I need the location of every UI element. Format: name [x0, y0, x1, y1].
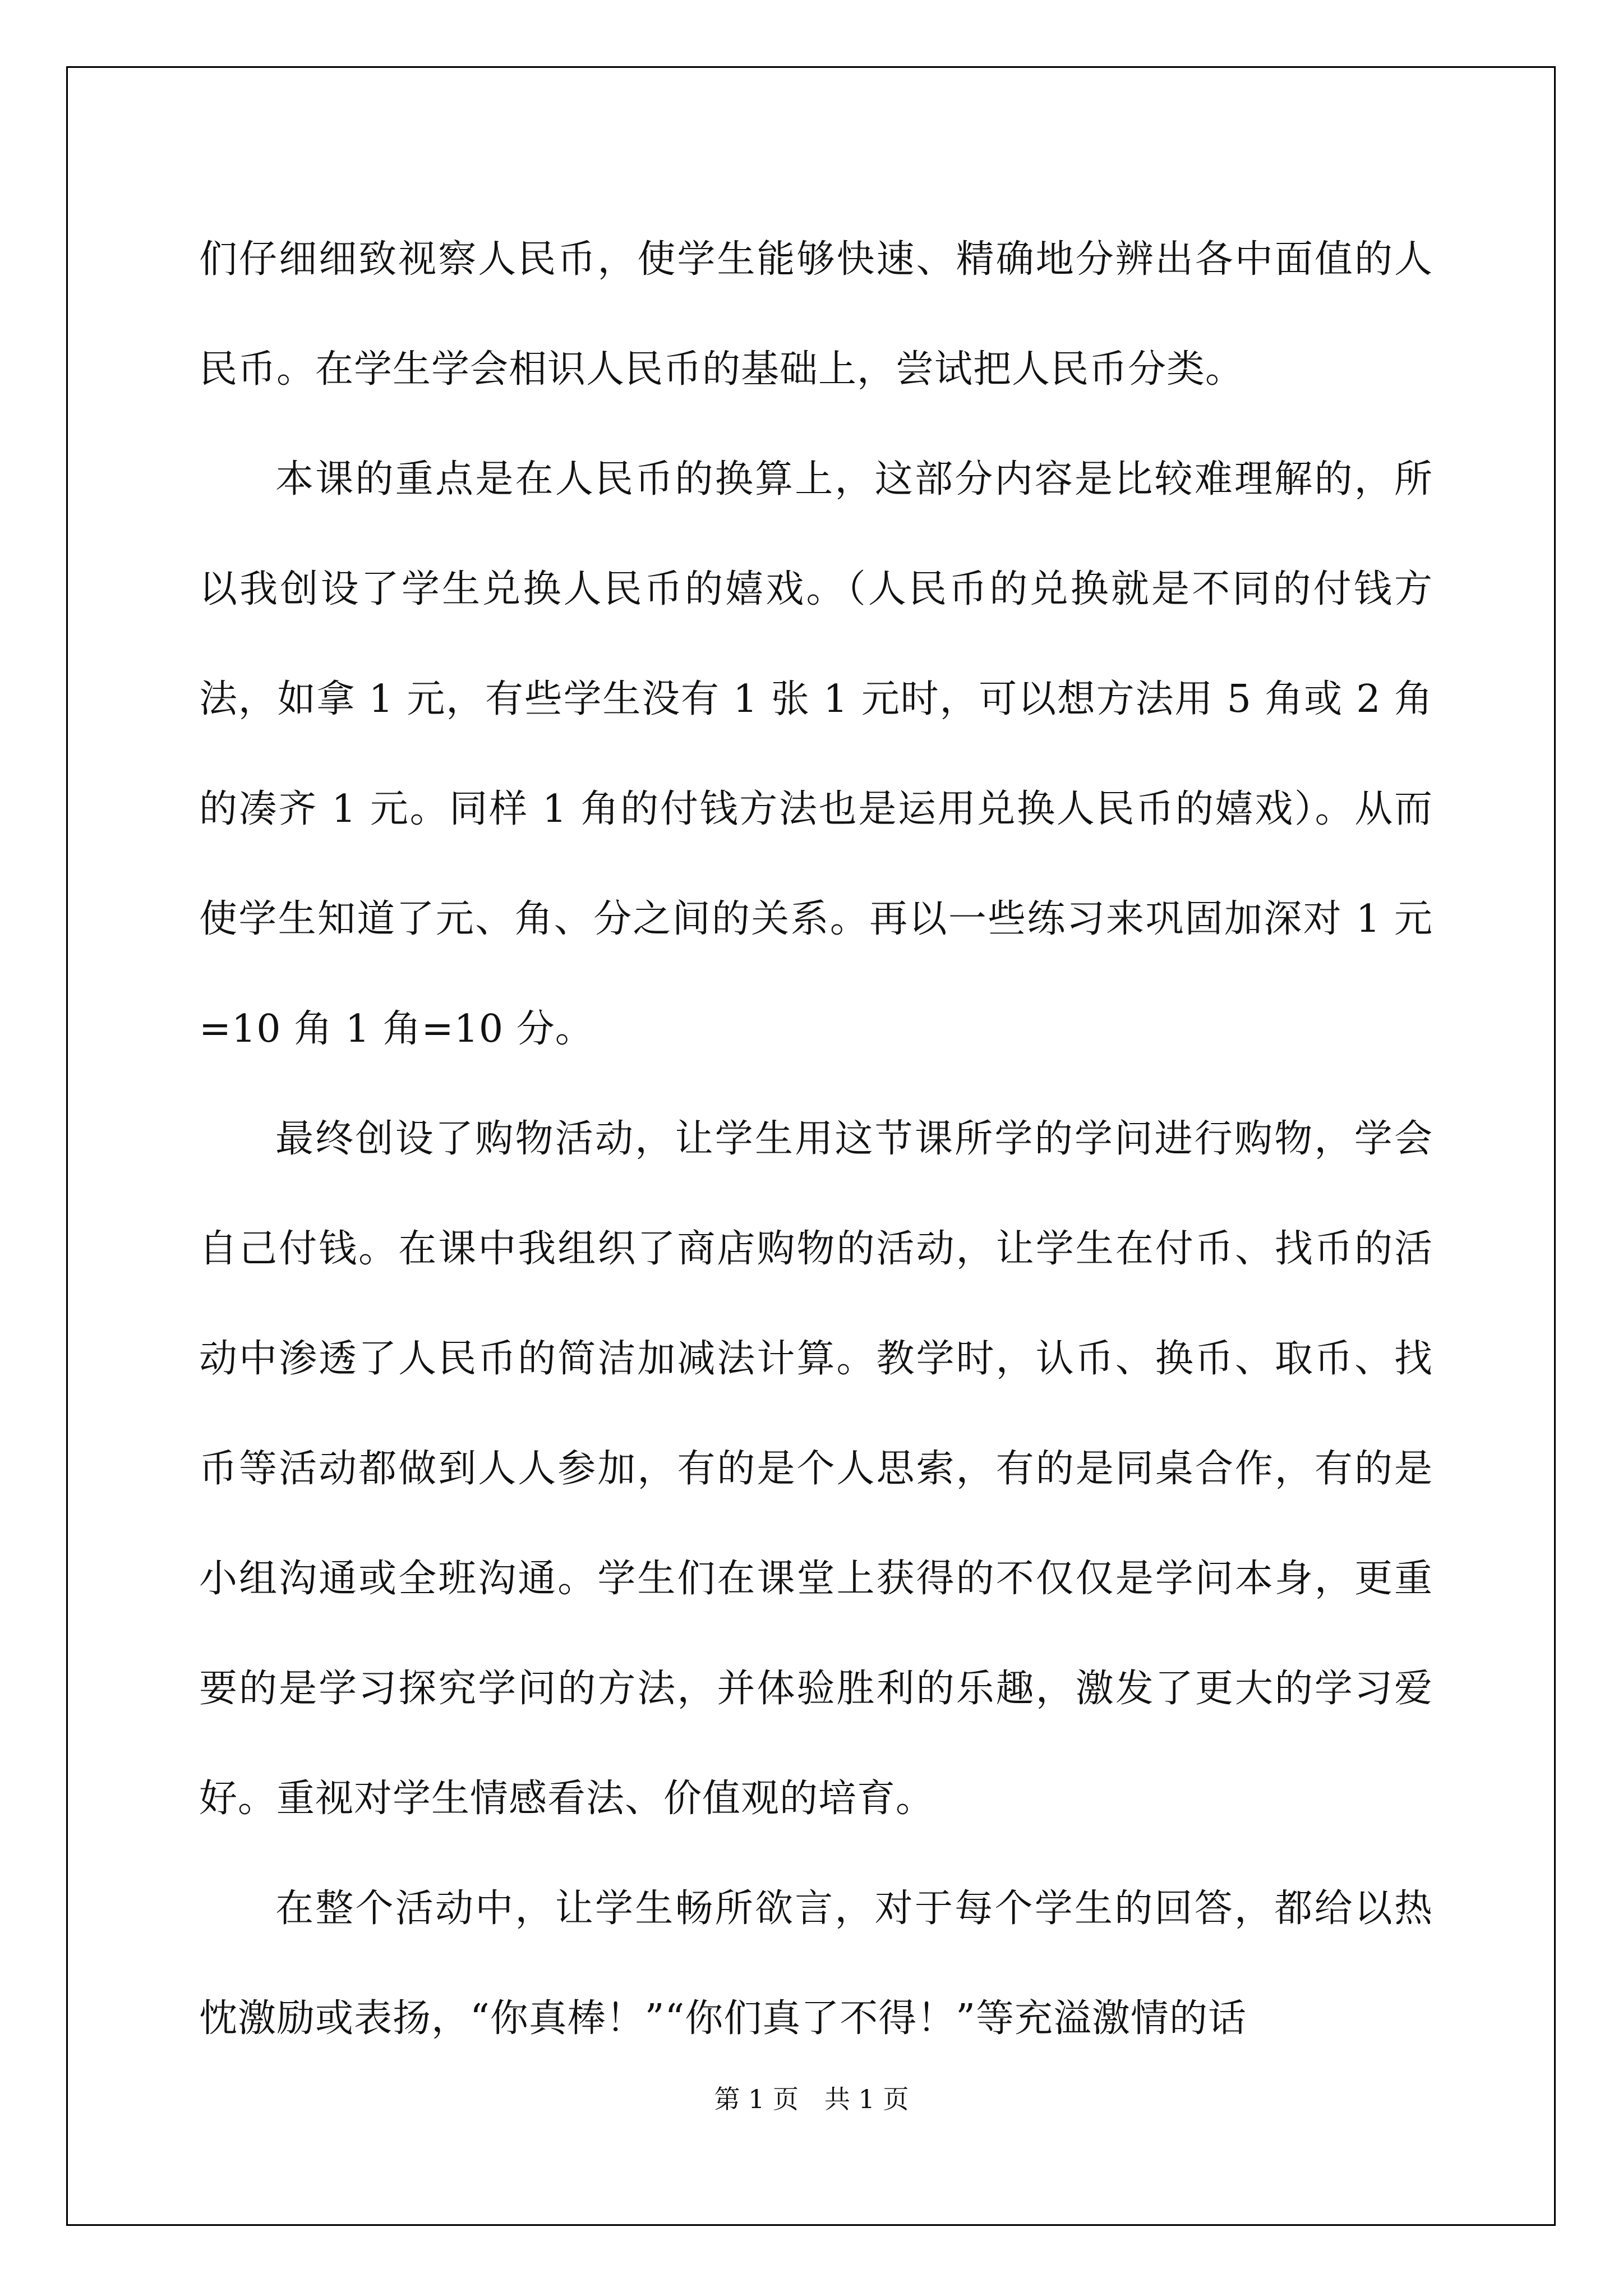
- document-body: [199, 205, 1433, 2074]
- paragraph-4: 在整个活动中，让学生畅所欲言，对于每个学生的回答，都给以热忱激励或表扬，“你真棒！”“你们真了不得！”等充溢激情的话: [199, 1887, 1433, 2041]
- paragraph-3: 最终创设了购物活动，让学生用这节课所学的学问进行购物，学会自己付钱。在课中我组织了商店购物的活动，让学生在付币、找币的活动中渗透了人民币的简洁加减法计算。教学时，认币、换币、取币、找币等活动都做到人人参加，有的是个人思索，有的是同桌合作，有的是小组沟通或全班沟通。学生们在课堂上获得的不仅仅是学问本身，更重要的是学习探究学问的方法，并体验胜利的乐趣，激发了更大的学习爱好。重视对学生情感看法、价值观的培育。: [199, 1117, 1433, 1821]
- paragraph-1: 们仔细细致视察人民币，使学生能够快速、精确地分辨出各中面值的人民币。在学生学会相识人民币的基础上，尝试把人民币分类。: [199, 237, 1433, 392]
- page-number-footer: 第 1 页 共 1 页: [714, 2084, 909, 2114]
- paragraph-2: 本课的重点是在人民币的换算上，这部分内容是比较难理解的，所以我创设了学生兑换人民币的嬉戏。（人民币的兑换就是不同的付钱方法，如拿 1 元，有些学生没有 1 张 1 元时，可以想方法用 5 角或 2 角的凑齐 1 元。同样 1 角的付钱方法也是运用兑换人民币的嬉戏）。从而使学生知道了元、角、分之间的关系。再以一些练习来巩固加深对 1 元=10 角 1 角=10 分。: [199, 457, 1433, 1051]
